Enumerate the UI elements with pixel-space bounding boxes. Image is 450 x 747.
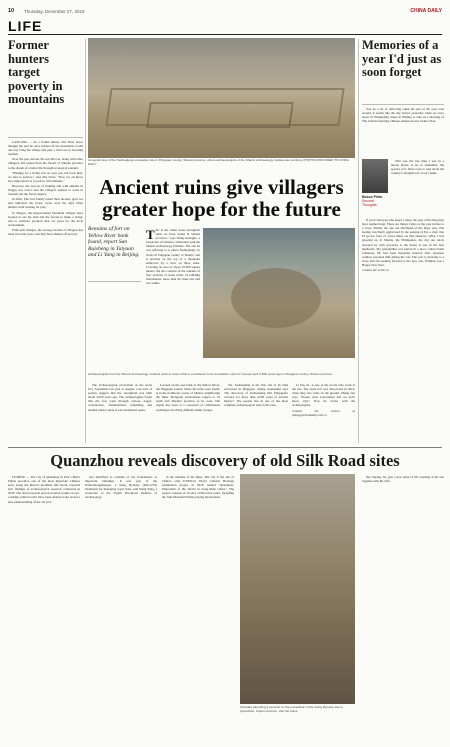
column-side-text bbox=[391, 159, 444, 216]
lead-paragraph bbox=[146, 228, 200, 373]
section-divider bbox=[8, 447, 442, 448]
paragraph: In Zhagou, the impoverished mountain villages have learned to use the land and the forests to make a living, and to cultivate products that are good for the local environment. bbox=[8, 210, 83, 227]
story-column bbox=[85, 475, 157, 740]
paragraph: You do a lot of reflecting when the end of the year rolls around. It seems like the day before yesterday when we were down in Wangfujing Street in Beijing to take in a showing of The Grinch featuring Chinese-American star Jackie Chan. bbox=[362, 107, 444, 124]
aerial-excavation-photo bbox=[88, 38, 355, 158]
story-column bbox=[162, 475, 234, 740]
paragraph: Over the past decade, his son Zha Ga, along with other villagers, has turned from the forests of Yunnan province to the dream of a better life through ecological tourism. bbox=[8, 157, 83, 170]
story-column bbox=[88, 383, 152, 443]
left-story-body bbox=[8, 140, 83, 442]
brand-name: CHINA DAILY bbox=[410, 8, 442, 14]
left-story-headline: Former hunters target poverty in mountains bbox=[8, 38, 65, 106]
author-name: Bosco Pinto bbox=[362, 195, 383, 199]
paragraph: "Hunting for a living was no easy job, but back then, we had to survive," said Zha Nu'er. "Now we all know how important it is to protect wild animals." bbox=[8, 170, 83, 183]
paragraph: The archaeological excavation of the stone fort, September last year to August. Lab tests of pottery suggest that the stronghold was built about 4,500 years ago. The archaeologists found that the fort went through various stages: construction, abandonment, rebuilding and another phase where it was abandoned again. bbox=[88, 383, 152, 412]
photo-caption: Scholars attending a seminar on the excavation of the Song Dynasty site in Quanzhou, Fujian province, visit the relics. bbox=[240, 705, 343, 713]
main-headline: Ancient ruins give villagers greater hope for the future bbox=[99, 175, 344, 221]
divider bbox=[8, 137, 83, 138]
story-column bbox=[8, 475, 80, 740]
lead-text: his is the oldest stone stronghold ruins we have found in Shanxi province," says Wang Guangjie, a researcher of Chinese civilization with the Shanxi Archaeology Institute. The site he was referring to is called Taohuajiang, by locals in Pingquan county of Shanxi, and it perched on the top of a mountain embraced by a river on three sides. Covering an area of about 10,000 square meters, the site consists of the remains of four sections of stone walls, 19 building foundations, more than 90 stone pits and two tombs. bbox=[146, 228, 200, 286]
author-byline bbox=[362, 195, 388, 207]
column-body bbox=[362, 218, 444, 444]
story-column bbox=[224, 383, 288, 443]
section-divider bbox=[8, 34, 442, 35]
paragraph: In 2016, Zha Ga's family raised their income, grew tea and cultivated the forest. Gone were the days when hunters went looking for prey. bbox=[8, 197, 83, 210]
paragraph: FUZHOU — The city of Quanzhou in East China's Fujian province, one of the most important Chinese ports along the historic maritime Silk Road, reported new findings of archaeological research conducted in 2018. The latest research and excavation results on eye-catching cultural relics have been analyzed and reveal a new understanding of the old port. bbox=[8, 475, 80, 504]
author-portrait bbox=[362, 159, 388, 193]
page-number: 10 bbox=[8, 8, 15, 14]
column-intro bbox=[362, 107, 444, 157]
column-divider bbox=[358, 39, 359, 443]
paragraph: With such changes, the average income of villagers has risen in recent years, and they have shaken off poverty. bbox=[8, 227, 83, 236]
paragraph: If you're the type who keeps a diary, the year of the Dog may have seemed long. There are things I miss as the year inches to a close. Finally the one old shorthand of the lunar year. The feeling was likely aggravated by the passing of Fer, a chef, that I'd grown fond of. Good times are like shadows. What I was growing up in Manila, the Philippines, the day our uncle dropped by with groceries to the house is one of the best memories. My grandfather was buried in a place called North Cemetery. He had been hurriedly interred after Japanese soldiers executed him during the war. The year is drawing to a close and I'm looking forward to the new one. Wishing you a Happy New Year. bbox=[362, 218, 444, 268]
paragraph: Xie Jieping, 59, gets a new lease of life working at the site together with his wife. bbox=[362, 475, 444, 484]
paragraph: Located on the east bank of the Yellow River, the Pingquan county, where the ruins were found, is in the northwest corner of Shanxi, neighboring the Inner Mongolia autonomous region to its north and Shaanxi province to its west. The region has been at a crossroad of civilizations exchanges involving different ethnic groups. bbox=[156, 383, 220, 412]
paragraph: However, the success of hunting and wild animals in Jinggu was scarce and the villagers learned to work in tourism and the forest rangers. bbox=[8, 183, 83, 197]
story-kicker: Remains of fort on Yellow River bank found, report Sun Ruisheng in Taiyuan and Li Yang in Beijing. bbox=[88, 226, 140, 258]
drop-cap: T bbox=[146, 228, 155, 242]
paragraph: in the remains of the kilns. The city is the site of China's only UNESCO World Cultural Heritage nomination project in 2018, named "Quanzhou: Emporium of the World in Song-Yuan China." The project consists of 22 sites of historical relics, including the Jiuri Mountain Wind-praying Inscriptions. bbox=[162, 475, 234, 500]
paragraph: Li Jun, 61, is one of the locals who work at the site. The stone fort was discovered in 2016, when they saw walls on the ground. Zhang Gui says, "Stones were everywhere and we don't know why." Now he works with the archaeologists. bbox=[292, 383, 355, 408]
seminar-photo bbox=[240, 474, 355, 704]
story-column bbox=[292, 383, 355, 443]
paragraph: Yet, Taohuajiang is the first site of its kind excavated in Pingquan. Zhang Guangshui says "the discovery of Taohuajiang fills Pingquan's vacancy for more than 4,500 years of ancient history." The people live in one of the most complete archaeological sites in the area. bbox=[224, 383, 288, 408]
writer-contact: Contact the writer at bbox=[362, 268, 389, 273]
issue-date: Thursday, December 27, 2018 bbox=[24, 8, 85, 14]
bottom-headline: Quanzhou reveals discovery of old Silk Road sites bbox=[50, 451, 400, 470]
column-headline: Memories of a year I'd just as soon forget bbox=[362, 38, 442, 79]
paragraph: LANCANG — As a former hunter, Zha Nu'er never thought the pen he once hoisted in the mountains would one day bring his village and play a vital role in boosting tourism. bbox=[8, 140, 83, 157]
column-tag: Second Thoughts bbox=[362, 199, 377, 207]
archaeologists-photo bbox=[203, 228, 355, 358]
paragraph: and identified as remains of the foundations of important buildings. It was part of the Nanwaizongzhengsi, a Song Dynasty (960-1279) institution for managing royal clans, said Wang Yang, a researcher at the Fujian Provincial Institute of Archaeology. bbox=[85, 475, 157, 500]
story-column bbox=[156, 383, 220, 443]
photo-caption: An aerial view of the Taohuajiang excavation site in Pingquan county, Shanxi province, where archaeologists of the Shanxi Archaeology Institute are working. PHOTOS PROVIDED TO CHINA DAILY bbox=[88, 158, 349, 166]
section-title: LIFE bbox=[8, 18, 43, 34]
paragraph: That was the last time I was in a movie house. A lot to remember, the spectre of it. Once I got to read about the country's strength was a boy's name. bbox=[391, 159, 444, 176]
masthead bbox=[8, 8, 442, 18]
story-column bbox=[362, 475, 444, 740]
photo-caption: Archaeologists from the Shanxi Archaeology Institute work to clean what is considered to be foundation ruins for houses built 4,500 years ago in Pingquan county, Shanxi province. bbox=[88, 372, 334, 376]
writer-contact: Contact the writers at lijiang@chinadaily.com.cn bbox=[292, 408, 355, 417]
divider bbox=[362, 104, 444, 105]
column-divider bbox=[85, 39, 86, 443]
divider bbox=[88, 281, 141, 282]
